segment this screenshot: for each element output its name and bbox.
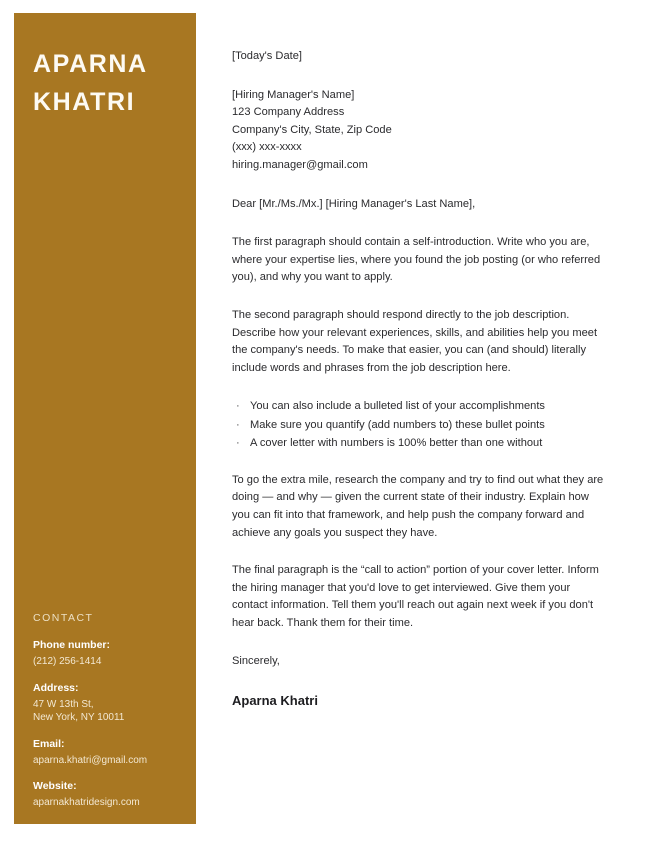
recipient-address-block xyxy=(232,87,608,175)
applicant-name xyxy=(33,45,186,121)
recipient-line: Company's City, State, Zip Code xyxy=(232,123,392,136)
contact-value-email[interactable] xyxy=(33,754,184,768)
letter-body xyxy=(232,48,608,710)
contact-item-website xyxy=(33,779,184,810)
bullet-icon: · xyxy=(236,437,240,450)
list-item xyxy=(232,416,608,435)
list-item-label: A cover letter with numbers is 100% better than one without xyxy=(250,437,543,450)
contact-label-phone: Phone number: xyxy=(33,639,111,651)
signature: Aparna Khatri xyxy=(232,693,318,709)
list-item xyxy=(232,434,608,453)
contact-section xyxy=(33,611,184,822)
sidebar xyxy=(14,13,196,824)
contact-heading: CONTACT xyxy=(33,612,94,624)
list-item-label: Make sure you quantify (add numbers to) these bullet points xyxy=(250,418,545,431)
contact-label-email: Email: xyxy=(33,737,65,750)
bullet-icon: · xyxy=(236,418,240,431)
recipient-line: (xxx) xxx-xxxx xyxy=(232,141,302,154)
contact-value-line: New York, NY 10011 xyxy=(33,712,125,723)
accomplishments-list xyxy=(232,397,608,453)
paragraph-1: The first paragraph should contain a self-introduction. Write who you are, where your expertise lies, where you found the job posting (or who referred you), and why you want to apply. xyxy=(232,236,601,284)
recipient-line: [Hiring Manager's Name] xyxy=(232,88,355,101)
bullet-icon: · xyxy=(236,400,240,413)
contact-label-address: Address: xyxy=(33,681,79,694)
date-line: [Today's Date] xyxy=(232,50,302,62)
paragraph-4: The final paragraph is the “call to action” portion of your cover letter. Inform the hiring manager that you'd love to get interviewed. Give them your contact information. Tell them you'll reach out again next week if you don't hear back. Thank them for their time. xyxy=(232,564,599,629)
paragraph-3: To go the extra mile, research the company and try to find out what they are doing — and why — given the current state of their industry. Explain how you can fit into that framework, and help push the company forward and achieve any goals you suspect they have. xyxy=(232,473,604,539)
contact-value-line: aparna.khatri@gmail.com xyxy=(33,754,148,766)
contact-value-address xyxy=(33,698,184,725)
contact-value-line: 47 W 13th St, xyxy=(33,698,94,710)
contact-value-phone xyxy=(33,655,184,669)
recipient-line: 123 Company Address xyxy=(232,106,345,119)
applicant-first-name: APARNA xyxy=(33,50,148,78)
contact-label-website: Website: xyxy=(33,780,77,792)
list-item xyxy=(232,397,608,416)
contact-item-phone xyxy=(33,638,184,669)
letter-date xyxy=(232,48,608,66)
contact-item-address xyxy=(33,681,184,725)
list-item-label: You can also include a bulleted list of your accomplishments xyxy=(250,400,545,413)
contact-value-line: aparnakhatridesign.com xyxy=(33,797,140,808)
applicant-last-name: KHATRI xyxy=(33,88,136,116)
closing: Sincerely, xyxy=(232,654,280,667)
paragraph-2: The second paragraph should respond directly to the job description. Describe how your relevant experiences, skills, and abilities help you meet the company's needs. To make that easier, you can (and should) literally include words and phrases from the job description here. xyxy=(232,308,598,374)
contact-value-website[interactable] xyxy=(33,796,184,810)
contact-value-line: (212) 256-1414 xyxy=(33,656,102,667)
salutation: Dear [Mr./Ms./Mx.] [Hiring Manager's Last Name], xyxy=(232,197,476,210)
recipient-line: hiring.manager@gmail.com xyxy=(232,158,368,171)
contact-item-email xyxy=(33,737,184,768)
